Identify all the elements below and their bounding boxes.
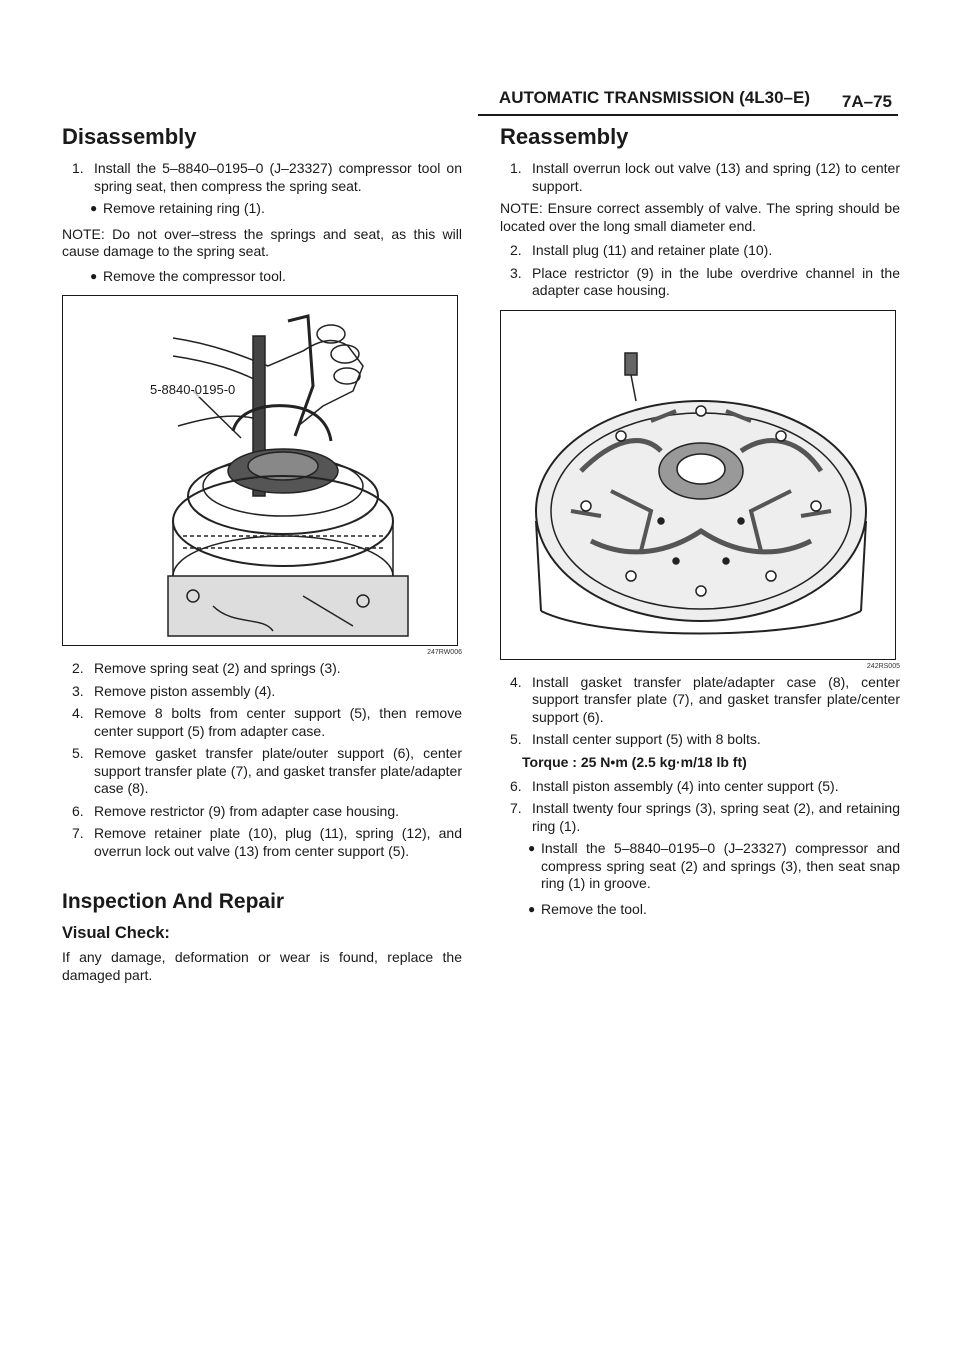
reassembly-step-5: [510, 731, 900, 749]
step-number: 1.: [510, 160, 522, 176]
reassembly-step-1: [510, 160, 900, 195]
step-text: Install overrun lock out valve (13) and spring (12) to center support.: [532, 160, 900, 194]
step-text: Remove restrictor (9) from adapter case housing.: [94, 802, 400, 819]
step-number: 2.: [510, 242, 522, 258]
bullet-icon: ●: [90, 201, 98, 215]
reassembly-step-3: [510, 265, 900, 300]
reassembly-step-7: [510, 800, 900, 835]
reassembly-bullet-2: [528, 901, 900, 919]
bullet-icon: ●: [90, 268, 98, 283]
step-text: Install gasket transfer plate/adapter case (8), center support transfer plate (7), and gasket transfer plate/center support (6).: [532, 673, 900, 725]
step-text: Remove retainer plate (10), plug (11), spring (12), and overrun lock out valve (13) from center support (5).: [94, 825, 462, 859]
reassembly-heading: Reassembly: [500, 124, 629, 149]
disassembly-step: [72, 803, 462, 821]
disassembly-heading: Disassembly: [62, 124, 197, 149]
left-column: [62, 120, 462, 991]
disassembly-step-1: [72, 160, 462, 195]
step-number: 4.: [510, 673, 522, 690]
disassembly-step: [72, 745, 462, 798]
header-title: AUTOMATIC TRANSMISSION (4L30–E): [498, 88, 810, 107]
bullet-text: Remove the tool.: [541, 900, 647, 917]
disassembly-bullet-1: [90, 200, 462, 218]
center-support-illustration: [501, 311, 895, 659]
step-text: Remove gasket transfer plate/outer support (6), center support transfer plate (7), and gasket transfer plate/adapter case (8).: [94, 745, 462, 796]
bullet-text: Install the 5–8840–0195–0 (J–23327) compressor and compress spring seat (2) and springs (3), then seat snap ring (1) in groove.: [541, 840, 900, 891]
step-number: 3.: [72, 682, 84, 699]
disassembly-steps-list: [62, 660, 462, 860]
bullet-text: Remove retaining ring (1).: [103, 200, 265, 216]
reassembly-step-2: [510, 242, 900, 260]
tool-label: 5-8840-0195-0: [150, 382, 236, 397]
step-text: Remove piston assembly (4).: [94, 682, 276, 699]
step-number: 4.: [72, 705, 84, 721]
disassembly-note: NOTE: Do not over–stress the springs and seat, as this will cause damage to the spring seat.: [62, 225, 462, 259]
disassembly-step: [72, 825, 462, 860]
step-text: Install center support (5) with 8 bolts.: [532, 731, 761, 747]
reassembly-step-6: [510, 778, 900, 796]
torque-spec: Torque : 25 N•m (2.5 kg·m/18 lb ft): [522, 753, 747, 770]
bullet-text: Remove the compressor tool.: [103, 267, 286, 284]
step-number: 5.: [510, 731, 522, 747]
step-number: 1.: [72, 160, 84, 176]
disassembly-step: [72, 660, 462, 678]
inspection-text: If any damage, deformation or wear is found, replace the damaged part.: [62, 949, 462, 983]
reassembly-bullet-1: [528, 840, 900, 893]
bullet-icon: ●: [528, 841, 536, 855]
step-number: 6.: [72, 802, 84, 819]
reassembly-note: NOTE: Ensure correct assembly of valve. The spring should be located over the long small diameter end.: [500, 200, 900, 234]
disassembly-step: [72, 683, 462, 701]
reassembly-step-4: [510, 674, 900, 727]
bullet-icon: ●: [528, 901, 536, 916]
compressor-tool-figure: [62, 295, 458, 646]
right-column: [500, 120, 900, 926]
visual-check-subheading: Visual Check:: [62, 924, 170, 942]
inspection-heading: Inspection And Repair: [62, 890, 285, 913]
disassembly-bullet-2: [90, 268, 462, 286]
step-number: 5.: [72, 745, 84, 761]
step-number: 3.: [510, 264, 522, 281]
step-number: 2.: [72, 660, 84, 676]
step-text: Remove spring seat (2) and springs (3).: [94, 660, 341, 676]
step-text: Remove 8 bolts from center support (5), then remove center support (5) from adapter case.: [94, 705, 462, 739]
step-number: 6.: [510, 777, 522, 794]
page-number: 7A–75: [841, 92, 892, 111]
step-number: 7.: [72, 825, 84, 841]
center-support-figure: [500, 310, 896, 660]
figure-code: 247RW006: [427, 649, 462, 656]
header-rule: [478, 114, 898, 116]
figure-code: 242RS005: [866, 662, 900, 670]
step-text: Install piston assembly (4) into center support (5).: [532, 777, 839, 794]
step-text: Install plug (11) and retainer plate (10).: [532, 242, 773, 258]
compressor-tool-illustration: [63, 296, 457, 645]
step-number: 7.: [510, 800, 522, 816]
step-text: Install twenty four springs (3), spring seat (2), and retaining ring (1).: [532, 800, 900, 834]
step-text: Place restrictor (9) in the lube overdrive channel in the adapter case housing.: [532, 264, 900, 298]
step-text: Install the 5–8840–0195–0 (J–23327) compressor tool on spring seat, then compress the spring seat.: [94, 160, 462, 194]
disassembly-step: [72, 705, 462, 740]
